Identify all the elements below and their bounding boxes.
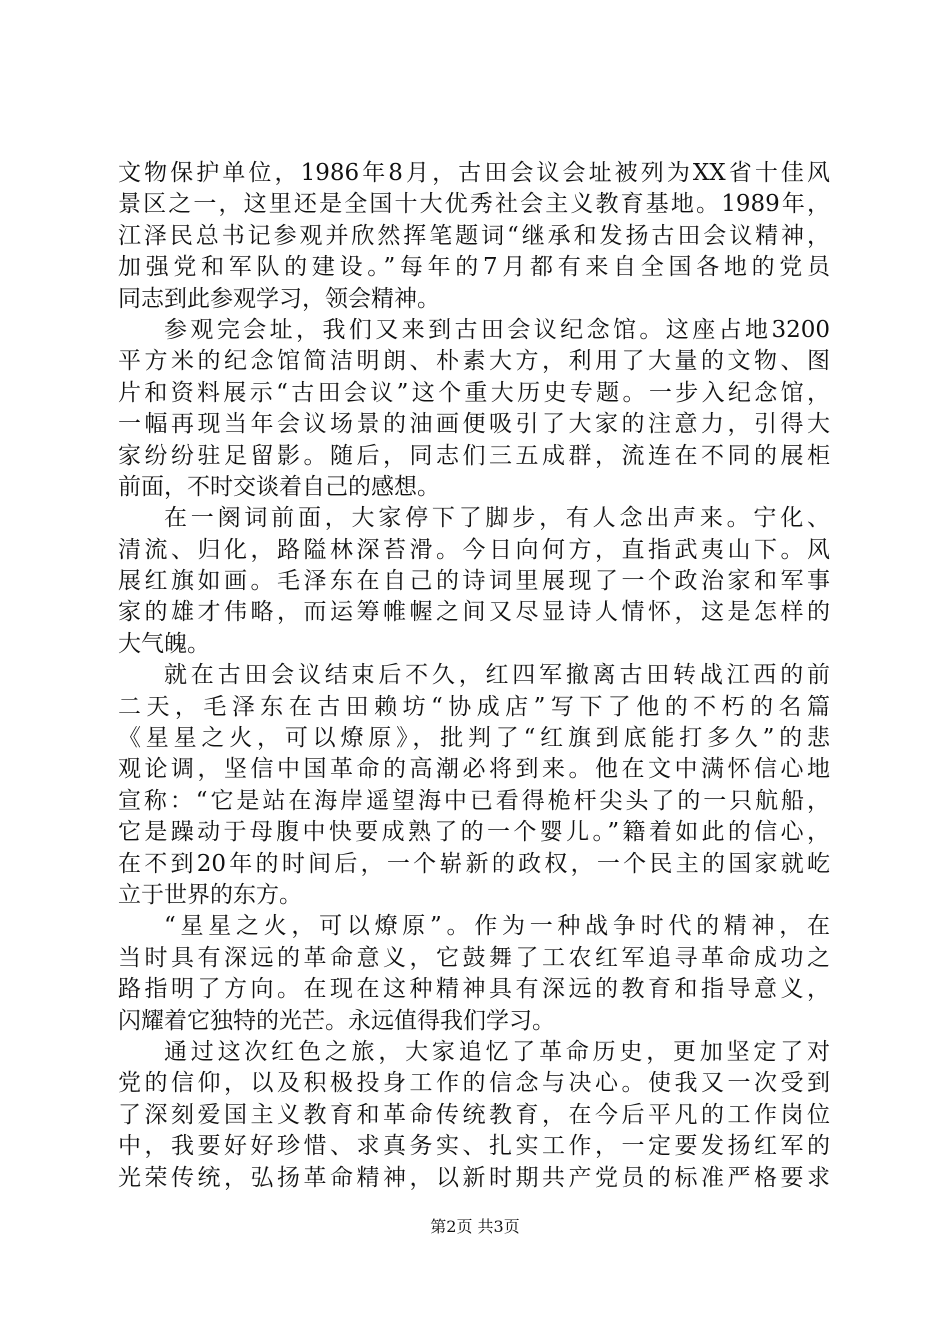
text-line: 就在古田会议结束后不久，红四军撤离古田转战江西的前: [164, 662, 830, 689]
text-line: 家纷纷驻足留影。随后，同志们三五成群，流连在不同的展柜: [118, 442, 830, 469]
page-footer: 第2页 共3页: [430, 1217, 520, 1236]
text-line: 片和资料展示“古田会议”这个重大历史专题。一步入纪念馆，: [118, 379, 830, 406]
text-line: 宣称：“它是站在海岸遥望海中已看得桅杆尖头了的一只航船，: [118, 787, 830, 814]
text-line: 展红旗如画。毛泽东在自己的诗词里展现了一个政治家和军事: [118, 568, 830, 595]
text-line: 景区之一，这里还是全国十大优秀社会主义教育基地。1989年，: [118, 191, 830, 218]
text-line: 前面，不时交谈着自己的感想。: [118, 473, 440, 500]
text-line: 通过这次红色之旅，大家追忆了革命历史，更加坚定了对: [164, 1038, 830, 1065]
text-line: 路指明了方向。在现在这种精神具有深远的教育和指导意义，: [118, 976, 830, 1003]
text-line: 大气魄。: [118, 630, 210, 657]
text-line: 江泽民总书记参观并欣然挥笔题词“继承和发扬古田会议精神，: [118, 222, 830, 249]
text-line: 二天，毛泽东在古田赖坊“协成店”写下了他的不朽的名篇: [118, 693, 830, 720]
text-line: 《星星之火，可以燎原》，批判了“红旗到底能打多久”的悲: [118, 725, 830, 752]
text-line: 立于世界的东方。: [118, 881, 302, 908]
text-line: 清流、归化，路隘林深苔滑。今日向何方，直指武夷山下。风: [118, 536, 830, 563]
text-line: 参观完会址，我们又来到古田会议纪念馆。这座占地3200: [164, 316, 830, 343]
text-line: 家的雄才伟略，而运筹帷幄之间又尽显诗人情怀，这是怎样的: [118, 599, 830, 626]
text-line: 观论调，坚信中国革命的高潮必将到来。他在文中满怀信心地: [118, 756, 830, 783]
text-line: 平方米的纪念馆简洁明朗、朴素大方，利用了大量的文物、图: [118, 348, 830, 375]
text-line: 一幅再现当年会议场景的油画便吸引了大家的注意力，引得大: [118, 411, 830, 438]
text-line: 在不到20年的时间后，一个崭新的政权，一个民主的国家就屹: [118, 850, 830, 877]
text-line: 同志到此参观学习，领会精神。: [118, 285, 440, 312]
text-line: 光荣传统，弘扬革命精神，以新时期共产党员的标准严格要求: [118, 1164, 830, 1191]
text-line: 加强党和军队的建设。”每年的7月都有来自全国各地的党员: [118, 254, 830, 281]
body-text: [118, 158, 830, 1194]
text-line: 党的信仰，以及积极投身工作的信念与决心。使我又一次受到: [118, 1070, 830, 1097]
text-line: 了深刻爱国主义教育和革命传统教育，在今后平凡的工作岗位: [118, 1101, 830, 1128]
text-line: 文物保护单位，1986年8月，古田会议会址被列为XX省十佳风: [118, 160, 830, 186]
text-line: 中，我要好好珍惜、求真务实、扎实工作，一定要发扬红军的: [118, 1133, 830, 1160]
text-line: “星星之火，可以燎原”。作为一种战争时代的精神，在: [164, 913, 830, 940]
text-line: 在一阕词前面，大家停下了脚步，有人念出声来。宁化、: [164, 505, 830, 532]
text-line: 当时具有深远的革命意义，它鼓舞了工农红军追寻革命成功之: [118, 944, 830, 971]
text-line: 闪耀着它独特的光芒。永远值得我们学习。: [118, 1007, 555, 1034]
text-line: 它是躁动于母腹中快要成熟了的一个婴儿。”籍着如此的信心，: [118, 819, 830, 846]
